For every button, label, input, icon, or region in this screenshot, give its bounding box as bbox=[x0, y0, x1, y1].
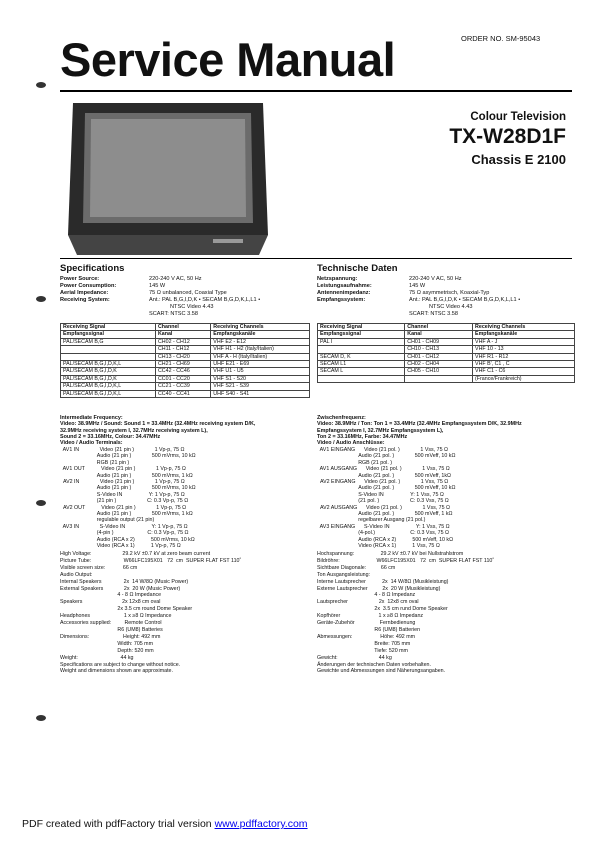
order-number: ORDER NO. SM-95043 bbox=[461, 34, 541, 43]
spec-value: NTSC Video 4.43 bbox=[170, 304, 214, 310]
left-terminals-block: AV1 IN Video (21 pin ) 1 Vp-p, 75 Ω Audio (21 pin ) 500 mVrms, 10 kΩ RGB (21 pin ) AV1 OUT Video (21 pin ) 1 Vp-p, 75 Ω Audio (21 pin ) 500 mVrms, 1 kΩ AV2 IN Video (21 pin ) 1 Vp-p, 75 Ω Audio (21 pin ) 500 mVrms, 10 kΩ S-Video IN Y: 1 Vp-p, 75 Ω (21 pin ) C: 0.3 Vp-p, 75 Ω AV2 OUT Video (21 pin ) 1 Vp-p, 75 Ω Audio (21 pin ) 500 mVrms, 1 kΩ regulable output (21 pin) AV3 IN S-Video IN Y: 1 Vp-p, 75 Ω (4-pin ) C: 0.3 Vp-p, 75 Ω Audio (RCA x 2) 500 mVrms, 10 kΩ Video (RCA x 1) 1 Vp-p, 75 Ω bbox=[62, 447, 196, 550]
table-row: PAL/SECAM B,G,I,D,K,L CH21 - CH69 UHF E21 - E69 bbox=[61, 361, 310, 368]
table-row: SECAM L CH05 - CH10 VHF C1 - C6 bbox=[318, 368, 575, 375]
col-header: Channel bbox=[155, 324, 210, 331]
spec-key: Receiving System: bbox=[60, 297, 110, 303]
table-row: CH13 - CH20 VHF A - H (Italy/Italien) bbox=[61, 353, 310, 360]
table-row: CH10 - CH13 VHF 10 - 13 bbox=[318, 346, 575, 353]
header-bottom-rule bbox=[60, 258, 572, 259]
col-header: Kanal bbox=[155, 331, 210, 338]
table-row: PAL/SECAM B,G,I,D,K CC42 - CC46 VHF U1 - U5 bbox=[61, 368, 310, 375]
table-row: PAL/SECAM B,G,I,D,K,L CC21 - CC39 VHF S21 - S39 bbox=[61, 383, 310, 390]
page-title: Service Manual bbox=[60, 33, 396, 86]
binder-hole-mark bbox=[36, 296, 46, 302]
spec-key: Netzspannung: bbox=[317, 276, 358, 282]
product-model: TX-W28D1F bbox=[449, 125, 566, 148]
left-spec-list bbox=[60, 276, 310, 328]
table-row: PAL I CH01 - CH09 VHF A - J bbox=[318, 338, 575, 345]
col-header: Empfangssignal bbox=[61, 331, 156, 338]
col-header: Receiving Signal bbox=[61, 324, 156, 331]
left-if-block: Intermediate Frequency: Video: 38.9MHz / Sound: Sound 1 = 33.4MHz (32.4MHz receiving system D/K, 32.9MHz receiving system I, 32.7MHz receiving system L), Sound 2 = 33.16MHz, Colour: 34.47MHz Video / Audio Terminals: bbox=[60, 415, 256, 447]
right-spec-list bbox=[317, 276, 575, 328]
col-header: Receiving Signal bbox=[318, 324, 405, 331]
spec-key: Leistungsaufnahme: bbox=[317, 283, 372, 289]
spec-value: 145 W bbox=[409, 283, 426, 289]
specifications-heading: Specifications bbox=[60, 263, 125, 274]
col-header: Empfangssignal bbox=[318, 331, 405, 338]
title-rule bbox=[60, 90, 572, 92]
spec-value: Ant.: PAL B,G,I,D,K • SECAM B,G,D,K,L,L1 • bbox=[149, 297, 261, 303]
spec-key: Power Consumption: bbox=[60, 283, 117, 289]
spec-value: SCART: NTSC 3.58 bbox=[149, 311, 199, 317]
table-row: CH11 - CH12 VHF H1 - H2 (Italy/Italien) bbox=[61, 346, 310, 353]
product-category: Colour Television bbox=[470, 111, 566, 123]
left-bottom-block: High Voltage: 29.2 kV ±0.7 kV at zero beam current Picture Tube: W66LFC195X01 72 cm SUPER FLAT FST 110˚ Visible screen size: 66 cm Audio Output: Internal Speakers 2x 14 W/8Ω (Music Power) External Speakers 2x 20 W (Music Power) 4 - 8 Ω Impedance Speakers 2x 12x8 cm oval 2x 3.5 cm round Dome Speaker Headphones 1 x ≥8 Ω Impedance Accessories supplied: Remote Control R6 (UM8) Batteries Dimensions: Height: 492 mm Width: 705 mm Depth: 520 mm Weight: 44 kg Specifications are subject to change without notice. Weight and dimensions shown are approximate. bbox=[60, 551, 242, 675]
spec-value: NTSC Video 4.43 bbox=[429, 304, 473, 310]
col-header: Channel bbox=[405, 324, 473, 331]
table-row: PAL/SECAM B,G,I,D,K,L CC40 - CC41 UHF S40 - S41 bbox=[61, 390, 310, 397]
col-header: Receiving Channels bbox=[473, 324, 575, 331]
spec-value: 145 W bbox=[149, 283, 166, 289]
tv-image bbox=[63, 95, 273, 263]
footer-link[interactable]: www.pdffactory.com bbox=[214, 818, 308, 830]
binder-hole-mark bbox=[36, 500, 46, 506]
spec-value: SCART: NTSC 3.58 bbox=[409, 311, 459, 317]
spec-value: 75 Ω unbalanced, Coaxial Type bbox=[149, 290, 227, 296]
footer-text: PDF created with pdfFactory trial version bbox=[22, 818, 215, 830]
spec-value: 220-240 V AC, 50 Hz bbox=[409, 276, 462, 282]
spec-key: Power Source: bbox=[60, 276, 100, 282]
left-channel-table bbox=[60, 323, 310, 398]
footer bbox=[22, 818, 308, 830]
table-row: PAL/SECAM B,G,I,D,K CC01 - CC20 VHF S1 - S20 bbox=[61, 375, 310, 382]
table-row: (France/Frankreich) bbox=[318, 375, 575, 382]
right-channel-table bbox=[317, 323, 575, 383]
table-row: PAL/SECAM B,G CH02 - CH12 VHF E2 - E12 bbox=[61, 338, 310, 345]
spec-key: Aerial Impedance: bbox=[60, 290, 109, 296]
right-terminals-block: AV1 EINGANG Video (21 pol. ) 1 Vss, 75 Ω Audio (21 pol. ) 500 mVeff, 10 kΩ RGB (21 pol. ) AV1 AUSGANG Video (21 pol. ) 1 Vss, 75 Ω Audio (21 pol. ) 500 mVeff, 1kΩ AV2 EINGANG Video (21 pol. ) 1 Vss, 75 Ω Audio (21 pol. ) 500 mVeff, 10 kΩ S-Video IN Y: 1 Vss, 75 Ω (21 pol. ) C: 0.3 Vss, 75 Ω AV2 AUSGANG Video (21 pol. ) 1 Vss, 75 Ω Audio (21 pol. ) 500 mVeff, 1 kΩ regelbarer Ausgang (21 pol.) AV3 EINGANG S-Video IN Y: 1 Vss, 75 Ω (4-pol.) C: 0.3 Vss, 75 Ω Audio (RCA x 2) 500 mVeff, 10 kΩ Video (RCA x 1) 1 Vss, 75 Ω bbox=[319, 447, 456, 550]
table-row: SECAM D, K CH01 - CH12 VHF R1 - R12 bbox=[318, 353, 575, 360]
spec-value: 75 Ω asymmetrisch, Koaxial-Typ bbox=[409, 290, 490, 296]
table-row: SECAM L1 CH02 - CH04 VHF B', C1 , C bbox=[318, 361, 575, 368]
technische-daten-heading: Technische Daten bbox=[317, 263, 398, 274]
binder-hole-mark bbox=[36, 715, 46, 721]
spec-key: Antennenimpedanz: bbox=[317, 290, 371, 296]
col-header: Empfangskanäle bbox=[211, 331, 310, 338]
col-header: Kanal bbox=[405, 331, 473, 338]
binder-hole-mark bbox=[36, 82, 46, 88]
right-if-block: Zwischenfrequenz: Video: 38.9MHz / Ton: Ton 1 = 33.4MHz (32.4MHz Empfangssystem D/K, 32.9MHz Empfangssystem I, 32.7MHz Empfangssystem L), Ton 2 = 33.16MHz, Farbe: 34.47MHz Video / Audio Anschlüsse: bbox=[317, 415, 522, 447]
spec-value: Ant.: PAL B,G,I,D,K • SECAM B,G,D,K,L,L1 • bbox=[409, 297, 521, 303]
col-header: Receiving Channels bbox=[211, 324, 310, 331]
col-header: Empfangskanäle bbox=[473, 331, 575, 338]
right-bottom-block: Hochspannung: 29.2 kV ±0.7 kV bei Nullstrahlstrom Bildröhre: W66LFC195X01 72 cm SUPER FLAT FST 110˚ Sichtbare Diagonale: 66 cm Ton Ausgangsleistung: Interne Lautsprecher 2x 14 W/8Ω (Musikleistung) Externe Lautsprecher 2x 20 W (Musikleistung) 4 - 8 Ω Impedanz Lautsprecher 2x 12x8 cm oval 2x 3.5 cm rund Dome Speaker Kopfhörer 1 x ≥8 Ω Impedanz Geräte-Zubehör Fernbedienung R6 (UM8) Batterien Abmessungen: Höhe: 492 mm Breite: 705 mm Tiefe: 520 mm Gewicht: 44 kg Änderungen der technischen Daten vorbehalten. Gewichte und Abmessungen sind Näherungsangaben. bbox=[317, 551, 495, 675]
spec-value: 220-240 V AC, 50 Hz bbox=[149, 276, 202, 282]
spec-key: Empfangssystem: bbox=[317, 297, 366, 303]
product-chassis: Chassis E 2100 bbox=[471, 152, 566, 167]
